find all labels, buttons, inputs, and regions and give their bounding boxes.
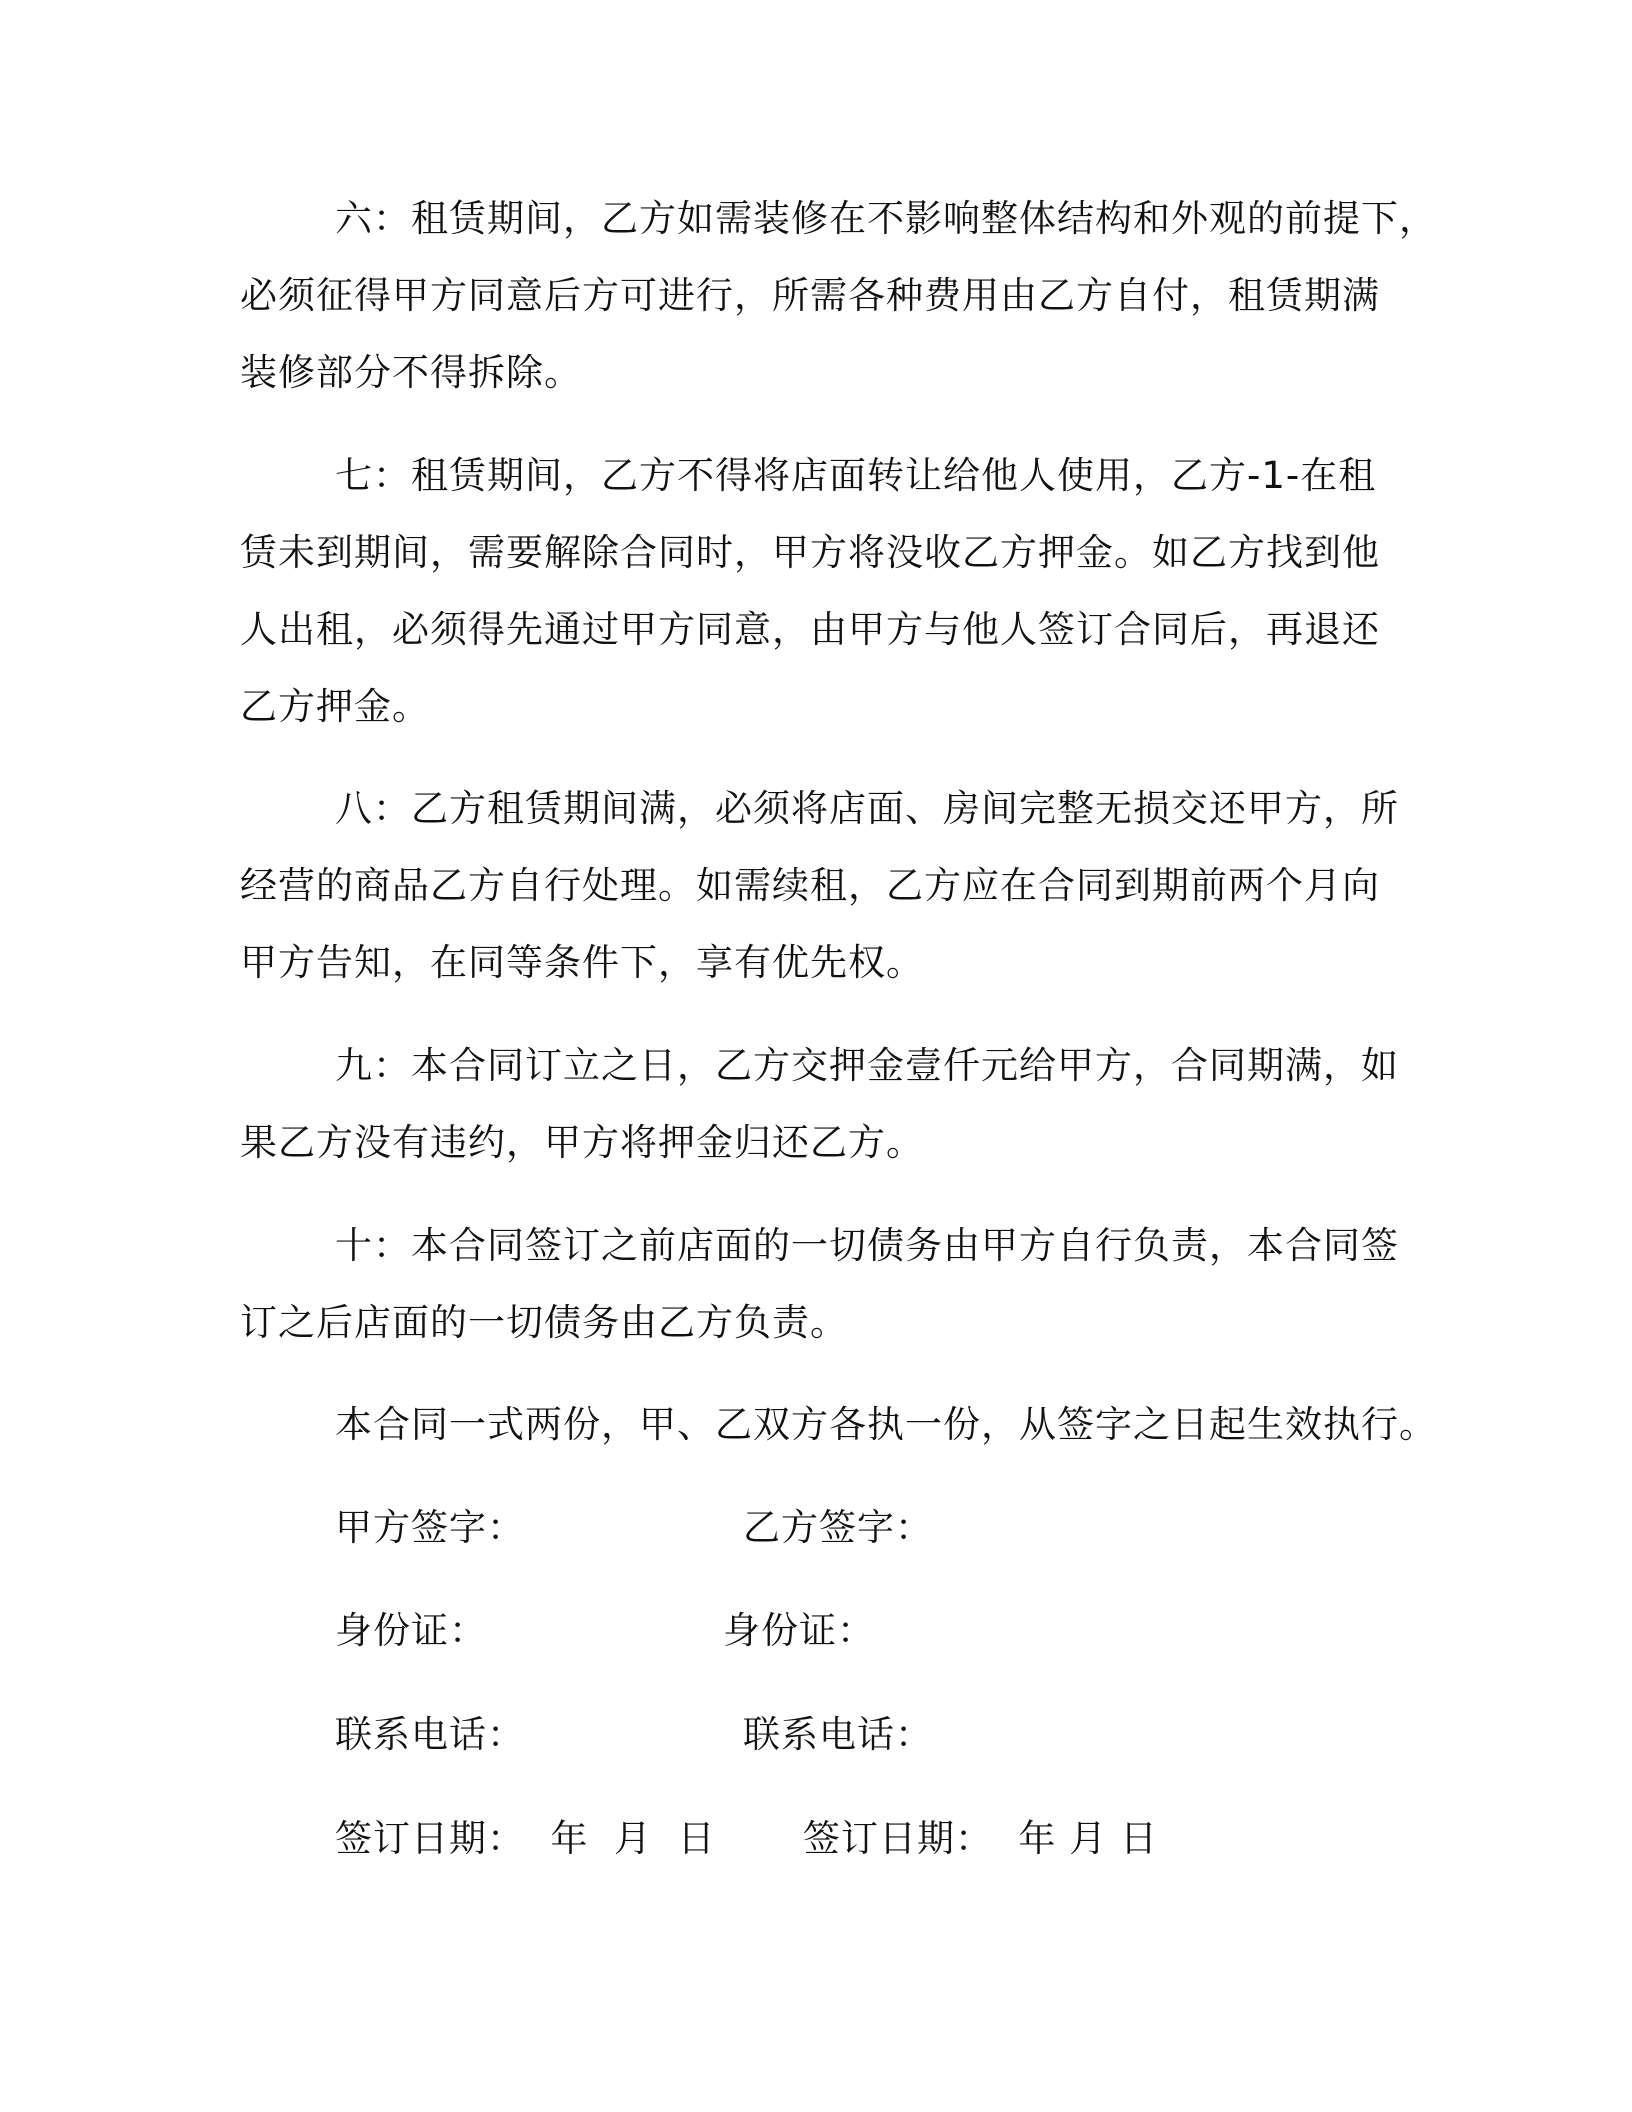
clause-line: 八：乙方租赁期间满，必须将店面、房间完整无损交还甲方，所 [335,787,1399,830]
clause-line: 人出租，必须得先通过甲方同意，由甲方与他人签订合同后，再退还 [240,608,1380,651]
clause-line: 十：本合同签订之前店面的一切债务由甲方自行负责，本合同签 [335,1224,1399,1267]
party-b-signature-label: 乙方签字： [743,1506,933,1549]
clause-line: 果乙方没有违约，甲方将押金归还乙方。 [240,1121,924,1164]
party-a-date-label: 签订日期： 年 月 日 [335,1817,716,1860]
clause-line: 必须征得甲方同意后方可进行，所需各种费用由乙方自付，租赁期满 [240,274,1380,317]
clause-line: 六：租赁期间，乙方如需装修在不影响整体结构和外观的前提下， [335,197,1437,240]
clause-line: 乙方押金。 [240,685,430,728]
party-a-id-label: 身份证： [335,1609,487,1652]
closing-line: 本合同一式两份，甲、乙双方各执一份，从签字之日起生效执行。 [335,1403,1437,1446]
party-a-signature-label: 甲方签字： [335,1506,525,1549]
clause-line: 装修部分不得拆除。 [240,351,582,394]
clause-10 [240,1207,1410,1361]
clause-line: 甲方告知，在同等条件下，享有优先权。 [240,941,924,984]
clause-line: 九：本合同订立之日，乙方交押金壹仟元给甲方，合同期满，如 [335,1044,1399,1087]
clause-8 [240,770,1410,1001]
clause-line: 七：租赁期间，乙方不得将店面转让给他人使用，乙方-1-在租 [335,454,1377,497]
closing-statement [240,1386,1437,1463]
clause-line: 订之后店面的一切债务由乙方负责。 [240,1301,848,1344]
clause-line: 赁未到期间，需要解除合同时，甲方将没收乙方押金。如乙方找到他 [240,531,1380,574]
party-b-date-label: 签订日期： 年 月 日 [803,1817,1159,1860]
party-a-phone-label: 联系电话： [335,1713,525,1756]
party-b-id-label: 身份证： [723,1609,875,1652]
party-b-phone-label: 联系电话： [743,1713,933,1756]
clause-line: 经营的商品乙方自行处理。如需续租，乙方应在合同到期前两个月向 [240,864,1380,907]
clause-7 [240,437,1410,745]
clause-6 [240,180,1437,411]
clause-9 [240,1027,1410,1181]
